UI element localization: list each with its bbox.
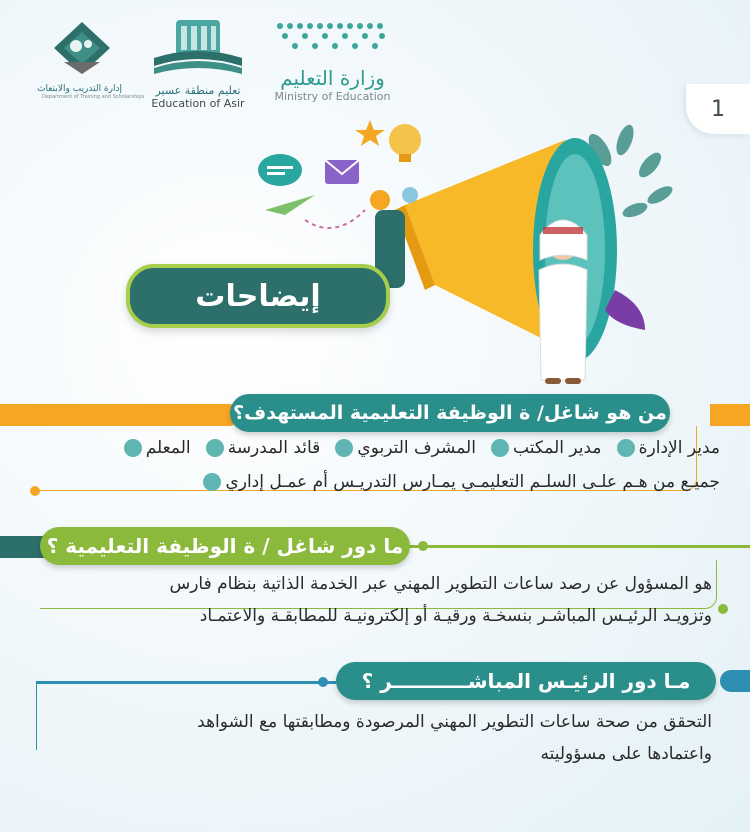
- person-icon: [539, 220, 587, 384]
- list-item: [487, 438, 602, 458]
- training-department-logo: [37, 18, 145, 108]
- item-label-supervisor: المشرف التربوي: [357, 438, 476, 458]
- list-item: [331, 438, 476, 458]
- ministry-dots-icon: [270, 18, 395, 58]
- section2-question-pill: ما دور شاغل / ة الوظيفة التعليمية ؟: [40, 527, 410, 565]
- section2-dot-end: [718, 604, 728, 614]
- chat-bubble-icon: [258, 154, 302, 186]
- section1-orange-right: [710, 404, 750, 426]
- page-title: إيضاحات: [126, 264, 390, 328]
- section3-blue-line: [36, 681, 336, 684]
- asir-logo-en: Education of Asir: [151, 97, 245, 110]
- section3-outline: [36, 682, 39, 750]
- item-label-teacher: المعلم: [145, 438, 191, 458]
- ministry-logo-ar: وزارة التعليم: [280, 66, 385, 90]
- section2-green-line: [400, 545, 750, 548]
- bullet-icon: [203, 473, 221, 491]
- item-label-school-leader: قائد المدرسة: [227, 438, 321, 458]
- training-logo-en: Department of Training and Scholarships: [42, 94, 145, 100]
- bullet-icon: [491, 439, 509, 457]
- item-label-admin-director: مدير الإدارة: [638, 438, 720, 458]
- ministry-logo: [270, 18, 395, 110]
- section1-accent-bar: [0, 404, 240, 426]
- section2-answer-line2: وتزويـد الرئيـس المباشـر بنسخـة ورقيـة أو إلكترونيـة للمطابقـة والاعتمـاد: [199, 606, 712, 626]
- section1-question-pill: من هو شاغل/ ة الوظيفة التعليمية المستهدف؟: [230, 394, 670, 432]
- section1-last-row: [20, 472, 720, 492]
- bullet-icon: [206, 439, 224, 457]
- ministry-logo-en: Ministry of Education: [274, 90, 391, 103]
- asir-logo-ar: تعليم منطقة عسير: [155, 84, 241, 97]
- gear-icon: [402, 187, 418, 203]
- lightbulb-icon: [389, 124, 421, 162]
- book-building-icon: [148, 14, 248, 80]
- asir-education-logo: [148, 14, 248, 114]
- bullet-icon: [617, 439, 635, 457]
- list-item: [613, 438, 720, 458]
- section2-dot: [418, 541, 428, 551]
- section1-items-row: [20, 438, 720, 458]
- item-label-office-director: مدير المكتب: [513, 438, 602, 458]
- section3-answer-line2: واعتمادها على مسؤوليته: [540, 744, 712, 764]
- star-icon: [355, 120, 385, 146]
- list-item: [120, 438, 191, 458]
- section3-answer-line1: التحقق من صحة ساعات التطوير المهني المرصودة ومطابقتها مع الشواهد: [197, 712, 712, 732]
- item-label-all-staff: جميـع من هـم علـى السلـم التعليمـي يمـارس التدريـس أم عمـل إداري: [225, 472, 720, 492]
- page-number: 1: [686, 84, 750, 134]
- coin-icon: [370, 190, 390, 210]
- training-logo-icon: [42, 18, 122, 78]
- list-item: [199, 472, 720, 492]
- training-logo-ar: إدارة التدريب والابتعاث: [37, 84, 122, 94]
- paper-plane-icon: [265, 195, 315, 215]
- list-item: [202, 438, 321, 458]
- megaphone-illustration: [255, 110, 695, 390]
- bullet-icon: [124, 439, 142, 457]
- envelope-icon: [325, 160, 359, 184]
- section3-blue-right: [720, 670, 750, 692]
- section3-question-pill: مـا دور الرئيـس المباشـــــــــــر ؟: [336, 662, 716, 700]
- section3-dot: [318, 677, 328, 687]
- bullet-icon: [335, 439, 353, 457]
- section2-answer-line1: هو المسؤول عن رصد ساعات التطوير المهني عبر الخدمة الذاتية بنظام فارس: [169, 574, 712, 594]
